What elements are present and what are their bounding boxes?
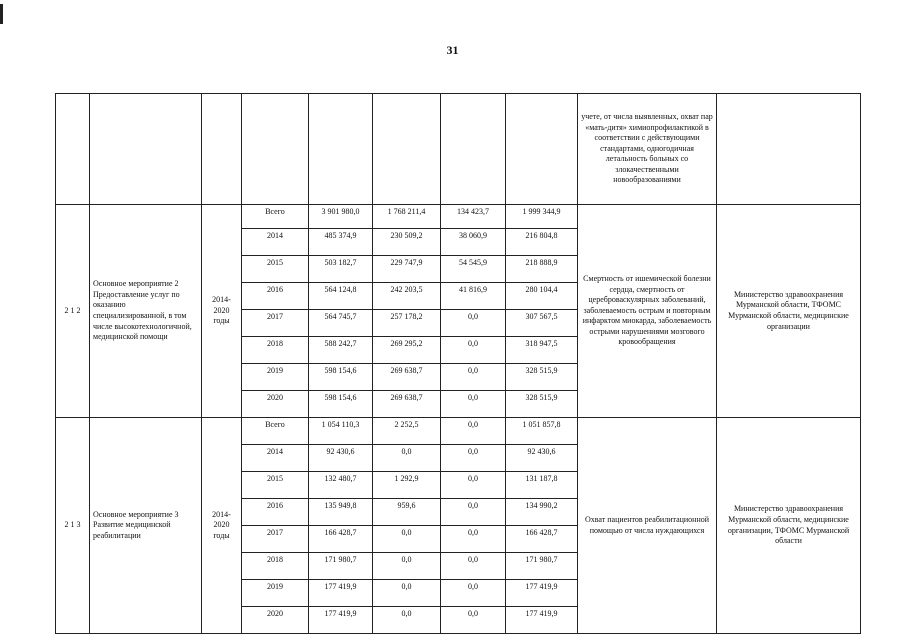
amount-federal: 134 423,7 xyxy=(441,205,506,229)
funding-year: 2019 xyxy=(242,580,309,607)
funding-year: 2018 xyxy=(242,553,309,580)
amount-tfoms: 1 999 344,9 xyxy=(506,205,578,229)
amount-regional: 269 638,7 xyxy=(373,391,441,418)
funding-year: 2016 xyxy=(242,283,309,310)
amount-tfoms: 328 515,9 xyxy=(506,364,578,391)
funding-year: 2014 xyxy=(242,445,309,472)
table-cell xyxy=(242,94,309,205)
amount-tfoms: 92 430,6 xyxy=(506,445,578,472)
table-cell xyxy=(90,94,202,205)
funding-year: 2015 xyxy=(242,472,309,499)
amount-federal: 0,0 xyxy=(441,310,506,337)
indicator-fragment: учете, от числа выявленных, охват пар «мать-дитя» химиопрофилактикой в соответствии с действующими стандартами, одногодичная летальность больных со злокачественными новообразованиями xyxy=(578,94,717,205)
scan-edge-mark xyxy=(0,4,3,24)
amount-tfoms: 216 804,8 xyxy=(506,229,578,256)
amount-total: 177 419,9 xyxy=(309,580,373,607)
amount-total: 166 428,7 xyxy=(309,526,373,553)
amount-federal: 0,0 xyxy=(441,364,506,391)
amount-total: 564 745,7 xyxy=(309,310,373,337)
amount-total: 503 182,7 xyxy=(309,256,373,283)
amount-tfoms: 280 104,4 xyxy=(506,283,578,310)
amount-federal: 54 545,9 xyxy=(441,256,506,283)
amount-federal: 0,0 xyxy=(441,526,506,553)
amount-federal: 0,0 xyxy=(441,580,506,607)
amount-regional: 0,0 xyxy=(373,445,441,472)
activity-period: 2014-2020 годы xyxy=(202,418,242,634)
amount-federal: 0,0 xyxy=(441,418,506,445)
amount-total: 132 480,7 xyxy=(309,472,373,499)
amount-total: 588 242,7 xyxy=(309,337,373,364)
program-table-sheet xyxy=(55,93,860,618)
amount-federal: 0,0 xyxy=(441,499,506,526)
amount-tfoms: 177 419,9 xyxy=(506,580,578,607)
amount-total: 564 124,8 xyxy=(309,283,373,310)
table-row xyxy=(56,418,861,445)
amount-federal: 0,0 xyxy=(441,337,506,364)
responsible-executor: Министерство здравоохранения Мурманской области, медицинские организации, ТФОМС Мурманской области xyxy=(717,418,861,634)
table-cell xyxy=(717,94,861,205)
table-cell xyxy=(373,94,441,205)
amount-federal: 0,0 xyxy=(441,391,506,418)
amount-federal: 0,0 xyxy=(441,445,506,472)
table-row xyxy=(56,205,861,229)
amount-total: 598 154,6 xyxy=(309,391,373,418)
amount-tfoms: 328 515,9 xyxy=(506,391,578,418)
amount-tfoms: 134 990,2 xyxy=(506,499,578,526)
amount-regional: 0,0 xyxy=(373,580,441,607)
table-cell xyxy=(202,94,242,205)
funding-year: Всего xyxy=(242,205,309,229)
program-table xyxy=(55,93,861,634)
funding-year: 2019 xyxy=(242,364,309,391)
funding-year: 2017 xyxy=(242,310,309,337)
amount-regional: 0,0 xyxy=(373,526,441,553)
activity-period: 2014-2020 годы xyxy=(202,205,242,418)
amount-regional: 269 295,2 xyxy=(373,337,441,364)
table-cell xyxy=(441,94,506,205)
funding-year: 2016 xyxy=(242,499,309,526)
amount-federal: 0,0 xyxy=(441,472,506,499)
page-number: 31 xyxy=(446,43,459,57)
amount-regional: 0,0 xyxy=(373,553,441,580)
amount-total: 177 419,9 xyxy=(309,607,373,634)
amount-regional: 2 252,5 xyxy=(373,418,441,445)
activity-number: 2 1 2 xyxy=(56,205,90,418)
amount-tfoms: 218 888,9 xyxy=(506,256,578,283)
amount-federal: 38 060,9 xyxy=(441,229,506,256)
amount-total: 485 374,9 xyxy=(309,229,373,256)
amount-total: 92 430,6 xyxy=(309,445,373,472)
table-cell xyxy=(56,94,90,205)
amount-tfoms: 166 428,7 xyxy=(506,526,578,553)
funding-year: 2015 xyxy=(242,256,309,283)
amount-regional: 257 178,2 xyxy=(373,310,441,337)
amount-regional: 230 509,2 xyxy=(373,229,441,256)
amount-federal: 0,0 xyxy=(441,607,506,634)
amount-regional: 959,6 xyxy=(373,499,441,526)
amount-tfoms: 131 187,8 xyxy=(506,472,578,499)
funding-year: 2020 xyxy=(242,607,309,634)
responsible-executor: Министерство здравоохранения Мурманской области, ТФОМС Мурманской области, медицинские организации xyxy=(717,205,861,418)
amount-total: 135 949,8 xyxy=(309,499,373,526)
amount-regional: 269 638,7 xyxy=(373,364,441,391)
funding-year: 2018 xyxy=(242,337,309,364)
table-row-continuation xyxy=(56,94,861,205)
amount-total: 598 154,6 xyxy=(309,364,373,391)
amount-tfoms: 1 051 857,8 xyxy=(506,418,578,445)
activity-name: Основное мероприятие 2 Предоставление услуг по оказанию специализированной, в том числе высокотехнологичной, медицинской помощи xyxy=(90,205,202,418)
table-cell xyxy=(506,94,578,205)
target-indicator: Охват пациентов реабилитационной помощью от числа нуждающихся xyxy=(578,418,717,634)
amount-regional: 0,0 xyxy=(373,607,441,634)
amount-total: 3 901 980,0 xyxy=(309,205,373,229)
amount-tfoms: 177 419,9 xyxy=(506,607,578,634)
funding-year: Всего xyxy=(242,418,309,445)
funding-year: 2014 xyxy=(242,229,309,256)
funding-year: 2020 xyxy=(242,391,309,418)
amount-tfoms: 307 567,5 xyxy=(506,310,578,337)
amount-regional: 229 747,9 xyxy=(373,256,441,283)
amount-regional: 242 203,5 xyxy=(373,283,441,310)
amount-tfoms: 318 947,5 xyxy=(506,337,578,364)
amount-tfoms: 171 980,7 xyxy=(506,553,578,580)
activity-number: 2 1 3 xyxy=(56,418,90,634)
amount-regional: 1 292,9 xyxy=(373,472,441,499)
amount-total: 171 980,7 xyxy=(309,553,373,580)
amount-total: 1 054 110,3 xyxy=(309,418,373,445)
funding-year: 2017 xyxy=(242,526,309,553)
target-indicator: Смертность от ишемической болезни сердца, смертность от цереброваскулярных заболеваний, заболеваемость острым и повторным инфарктом миокарда, заболеваемость острыми нарушениями мозгового кровообращения xyxy=(578,205,717,418)
amount-federal: 41 816,9 xyxy=(441,283,506,310)
table-cell xyxy=(309,94,373,205)
amount-federal: 0,0 xyxy=(441,553,506,580)
activity-name: Основное мероприятие 3 Развитие медицинской реабилитации xyxy=(90,418,202,634)
amount-regional: 1 768 211,4 xyxy=(373,205,441,229)
